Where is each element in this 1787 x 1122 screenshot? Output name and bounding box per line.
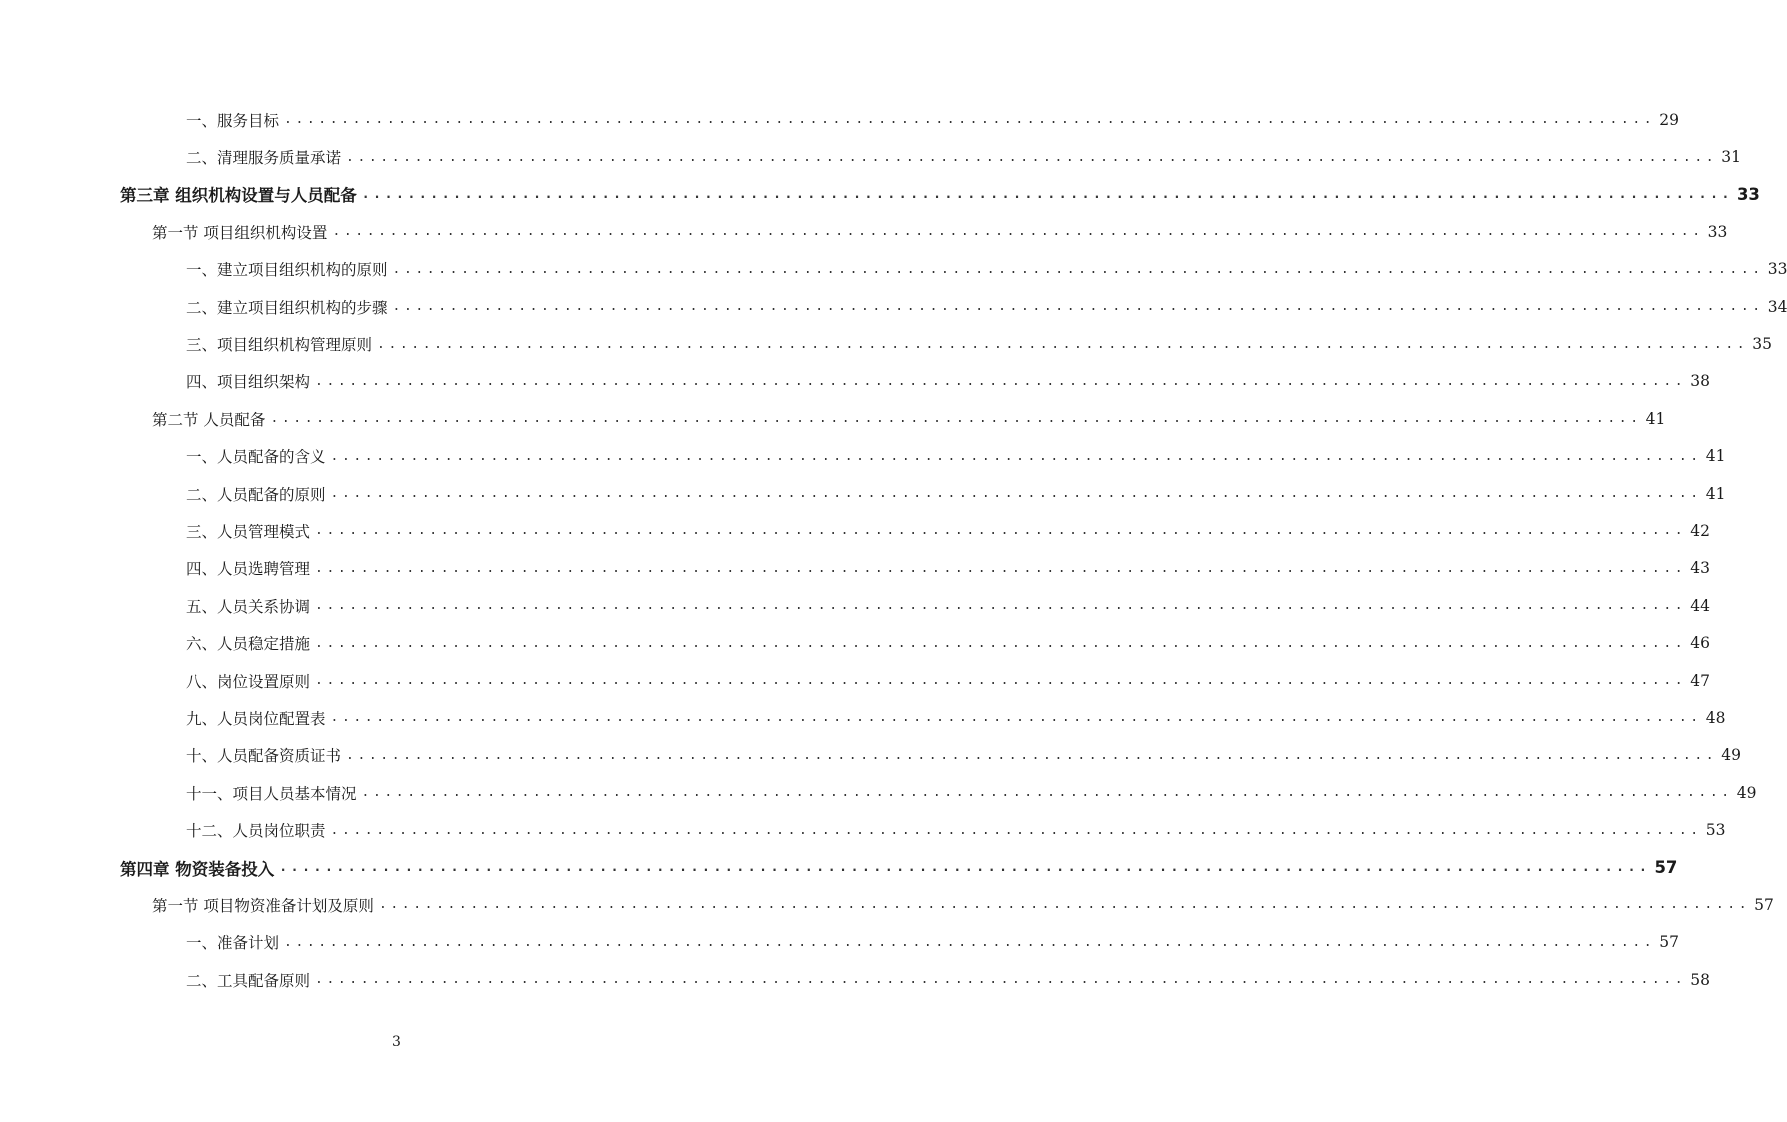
toc-dot-leader: ........................................................................................................................ bbox=[284, 112, 1656, 128]
toc-entry-page: 33 bbox=[1707, 222, 1728, 241]
toc-entry[interactable] bbox=[0, 475, 1726, 512]
toc-entry-title: 二、人员配备的原则 bbox=[186, 483, 328, 505]
toc-entry[interactable] bbox=[0, 138, 1741, 175]
toc-dot-leader: ........................................................................................................................ bbox=[361, 186, 1733, 202]
toc-dot-leader: ........................................................................................................................ bbox=[346, 149, 1718, 165]
toc-dot-leader: ........................................................................................................................ bbox=[315, 635, 1687, 651]
toc-entry-title: 第一节 项目组织机构设置 bbox=[152, 221, 329, 243]
toc-entry-title: 六、人员稳定措施 bbox=[186, 632, 312, 654]
toc-entry-page: 34 bbox=[1767, 297, 1787, 316]
toc-entry-page: 35 bbox=[1752, 335, 1772, 354]
toc-dot-leader: ........................................................................................................................ bbox=[284, 934, 1656, 950]
toc-dot-leader: ........................................................................................................................ bbox=[315, 598, 1687, 614]
toc-entry-title: 第二节 人员配备 bbox=[152, 408, 267, 430]
toc-entry-title: 第三章 组织机构设置与人员配备 bbox=[120, 182, 359, 206]
toc-entry[interactable] bbox=[0, 251, 1787, 288]
toc-dot-leader: ........................................................................................................................ bbox=[392, 299, 1764, 315]
toc-entry-page: 41 bbox=[1645, 409, 1666, 428]
toc-entry[interactable] bbox=[0, 325, 1772, 362]
toc-entry-title: 一、建立项目组织机构的原则 bbox=[186, 258, 390, 280]
toc-dot-leader: ........................................................................................................................ bbox=[330, 486, 1702, 502]
toc-entry-page: 42 bbox=[1690, 521, 1710, 540]
toc-entry-title: 二、清理服务质量承诺 bbox=[186, 146, 343, 168]
toc-entry-page: 43 bbox=[1690, 559, 1710, 578]
toc-entry[interactable] bbox=[0, 587, 1710, 624]
toc-dot-leader: ........................................................................................................................ bbox=[279, 860, 1651, 875]
toc-dot-leader: ........................................................................................................................ bbox=[315, 673, 1687, 689]
toc-entry-title: 一、人员配备的含义 bbox=[186, 445, 328, 467]
toc-entry[interactable] bbox=[0, 213, 1728, 250]
toc-entry[interactable] bbox=[0, 288, 1787, 325]
toc-entry-page: 41 bbox=[1705, 447, 1726, 466]
toc-entry[interactable] bbox=[0, 624, 1710, 661]
toc-entry-title: 十一、项目人员基本情况 bbox=[186, 782, 359, 804]
toc-entry-page: 57 bbox=[1654, 858, 1678, 877]
toc-dot-leader: ........................................................................................................................ bbox=[315, 972, 1687, 988]
toc-entry-title: 第四章 物资装备投入 bbox=[120, 856, 276, 880]
toc-dot-leader: ........................................................................................................................ bbox=[315, 373, 1687, 389]
toc-entry[interactable] bbox=[0, 924, 1679, 961]
toc-entry-title: 第一节 项目物资准备计划及原则 bbox=[152, 894, 376, 916]
toc-entry[interactable] bbox=[0, 176, 1760, 213]
toc-dot-leader: ........................................................................................................................ bbox=[392, 261, 1764, 277]
toc-entry[interactable] bbox=[0, 737, 1741, 774]
toc-entry-title: 八、岗位设置原则 bbox=[186, 670, 312, 692]
page-number: 3 bbox=[392, 1034, 401, 1050]
toc-entry-page: 41 bbox=[1705, 484, 1726, 503]
toc-entry[interactable] bbox=[0, 774, 1757, 811]
toc-entry-title: 三、项目组织机构管理原则 bbox=[186, 333, 374, 355]
toc-entry[interactable] bbox=[0, 961, 1710, 998]
toc-entry-title: 五、人员关系协调 bbox=[186, 595, 312, 617]
toc-dot-leader: ........................................................................................................................ bbox=[270, 411, 1642, 427]
toc-entry[interactable] bbox=[0, 662, 1710, 699]
toc-entry-page: 49 bbox=[1736, 783, 1757, 802]
toc-entry-page: 44 bbox=[1690, 596, 1710, 615]
toc-entry-page: 49 bbox=[1721, 746, 1741, 765]
toc-entry[interactable] bbox=[0, 699, 1726, 736]
toc-entry-title: 一、准备计划 bbox=[186, 931, 281, 953]
toc-dot-leader: ........................................................................................................................ bbox=[346, 747, 1718, 763]
toc-entry-page: 57 bbox=[1754, 895, 1774, 914]
toc-entry[interactable] bbox=[0, 512, 1710, 549]
toc-entry-page: 57 bbox=[1659, 933, 1679, 952]
toc-dot-leader: ........................................................................................................................ bbox=[378, 897, 1751, 913]
toc-entry-title: 三、人员管理模式 bbox=[186, 520, 312, 542]
toc-dot-leader: ........................................................................................................................ bbox=[377, 336, 1749, 352]
toc-entry-page: 53 bbox=[1705, 821, 1726, 840]
toc-dot-leader: ........................................................................................................................ bbox=[315, 523, 1687, 539]
toc-dot-leader: ........................................................................................................................ bbox=[361, 785, 1733, 801]
table-of-contents bbox=[0, 101, 1787, 998]
toc-dot-leader: ........................................................................................................................ bbox=[332, 224, 1704, 240]
toc-dot-leader: ........................................................................................................................ bbox=[315, 560, 1687, 576]
toc-entry-page: 33 bbox=[1736, 184, 1760, 204]
toc-entry-title: 九、人员岗位配置表 bbox=[186, 707, 328, 729]
toc-entry-title: 一、服务目标 bbox=[186, 109, 281, 131]
toc-entry-page: 31 bbox=[1721, 148, 1741, 167]
toc-entry-page: 58 bbox=[1690, 970, 1710, 989]
toc-entry[interactable] bbox=[0, 550, 1710, 587]
toc-entry-title: 十、人员配备资质证书 bbox=[186, 744, 343, 766]
toc-entry[interactable] bbox=[0, 400, 1666, 437]
toc-entry-title: 四、人员选聘管理 bbox=[186, 557, 312, 579]
toc-entry[interactable] bbox=[0, 811, 1726, 848]
toc-entry-page: 29 bbox=[1659, 110, 1679, 129]
toc-entry-title: 十二、人员岗位职责 bbox=[186, 819, 328, 841]
toc-entry[interactable] bbox=[0, 363, 1710, 400]
toc-dot-leader: ........................................................................................................................ bbox=[330, 822, 1702, 838]
toc-entry-title: 二、工具配备原则 bbox=[186, 969, 312, 991]
toc-entry-page: 47 bbox=[1690, 671, 1710, 690]
toc-entry-title: 二、建立项目组织机构的步骤 bbox=[186, 296, 390, 318]
toc-entry[interactable] bbox=[0, 849, 1678, 886]
toc-entry-title: 四、项目组织架构 bbox=[186, 370, 312, 392]
toc-entry[interactable] bbox=[0, 101, 1679, 138]
toc-entry-page: 33 bbox=[1767, 260, 1787, 279]
toc-dot-leader: ........................................................................................................................ bbox=[330, 710, 1702, 726]
toc-entry-page: 38 bbox=[1690, 372, 1710, 391]
toc-entry[interactable] bbox=[0, 886, 1774, 923]
toc-entry-page: 46 bbox=[1690, 634, 1710, 653]
toc-dot-leader: ........................................................................................................................ bbox=[330, 448, 1702, 464]
toc-entry[interactable] bbox=[0, 438, 1726, 475]
toc-entry-page: 48 bbox=[1705, 708, 1726, 727]
